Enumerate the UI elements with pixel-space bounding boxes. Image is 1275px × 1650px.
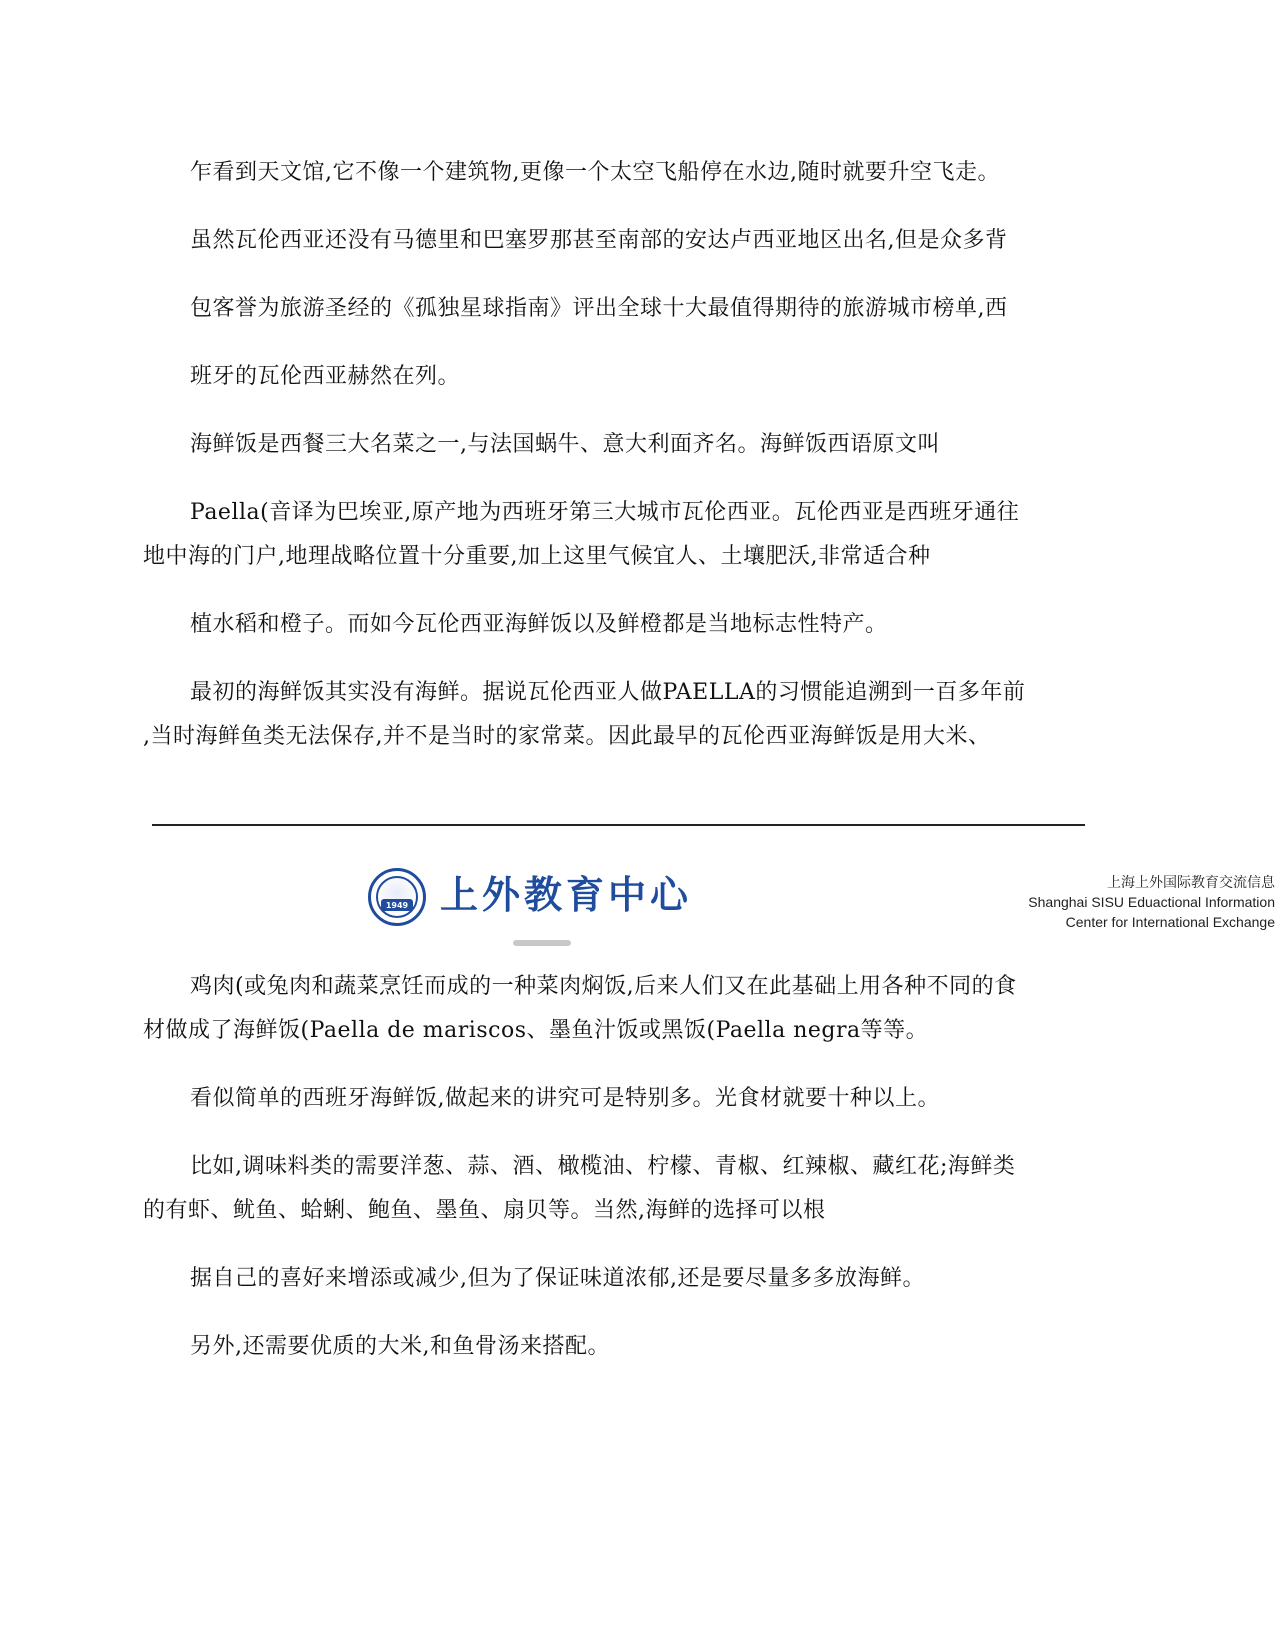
page-divider: [152, 824, 1085, 826]
paragraph-line: 的有虾、鱿鱼、蛤蜊、鲍鱼、墨鱼、扇贝等。当然,海鲜的选择可以根: [143, 1198, 826, 1223]
paragraph-line: 鸡肉(或兔肉和蔬菜烹饪而成的一种菜肉焖饭,后来人们又在此基础上用各种不同的食: [190, 974, 1017, 999]
paragraph-line: 最初的海鲜饭其实没有海鲜。据说瓦伦西亚人做PAELLA的习惯能追溯到一百多年前: [190, 680, 1026, 705]
paragraph-line: 乍看到天文馆,它不像一个建筑物,更像一个太空飞船停在水边,随时就要升空飞走。: [190, 160, 1000, 185]
paragraph-line: 班牙的瓦伦西亚赫然在列。: [190, 364, 461, 389]
seal-year: 1949: [385, 901, 409, 910]
logo-wordmark: 上外教育中心: [440, 872, 693, 917]
paragraph-line: 包客誉为旅游圣经的《孤独星球指南》评出全球十大最值得期待的旅游城市榜单,西: [190, 296, 1008, 321]
paragraph-line: 地中海的门户,地理战略位置十分重要,加上这里气候宜人、土壤肥沃,非常适合种: [143, 544, 931, 569]
school-seal-icon: [368, 868, 426, 926]
paragraph-line: 另外,还需要优质的大米,和鱼骨汤来搭配。: [190, 1334, 610, 1359]
paragraph-line: 比如,调味料类的需要洋葱、蒜、酒、橄榄油、柠檬、青椒、红辣椒、藏红花;海鲜类: [190, 1154, 1016, 1179]
paragraph-line: ,当时海鲜鱼类无法保存,并不是当时的家常菜。因此最早的瓦伦西亚海鲜饭是用大米、: [143, 724, 991, 749]
org-name-chinese: 上海上外国际教育交流信息: [1107, 874, 1275, 890]
paragraph-line: 虽然瓦伦西亚还没有马德里和巴塞罗那甚至南部的安达卢西亚地区出名,但是众多背: [190, 228, 1008, 253]
logo-underline-decoration: [513, 940, 571, 946]
paragraph-line: 海鲜饭是西餐三大名菜之一,与法国蜗牛、意大利面齐名。海鲜饭西语原文叫: [190, 432, 940, 457]
organization-name: [1025, 872, 1275, 932]
paragraph-line: 看似简单的西班牙海鲜饭,做起来的讲究可是特别多。光食材就要十种以上。: [190, 1086, 940, 1111]
paragraph-line: 据自己的喜好来增添或减少,但为了保证味道浓郁,还是要尽量多多放海鲜。: [190, 1266, 925, 1291]
paragraph-line: 植水稻和橙子。而如今瓦伦西亚海鲜饭以及鲜橙都是当地标志性特产。: [190, 612, 888, 637]
paragraph-line: Paella(音译为巴埃亚,原产地为西班牙第三大城市瓦伦西亚。瓦伦西亚是西班牙通往: [190, 500, 1020, 525]
org-name-english-2: Center for International Exchange: [1065, 914, 1275, 930]
paragraph-line: 材做成了海鲜饭(Paella de mariscos、墨鱼汁饭或黑饭(Paella negra等等。: [143, 1018, 929, 1043]
org-name-english-1: Shanghai SISU Eduactional Information: [1028, 894, 1275, 910]
